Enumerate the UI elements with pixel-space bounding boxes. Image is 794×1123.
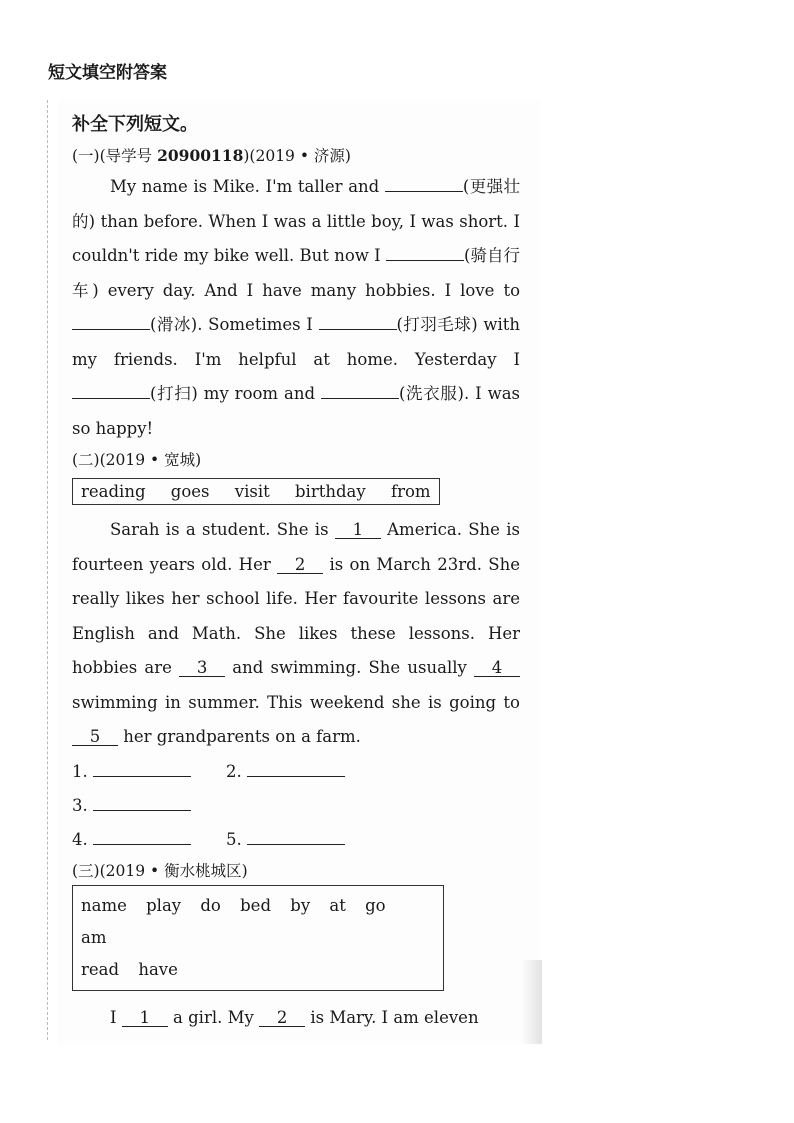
answer-line[interactable] [93, 793, 191, 811]
word-bank-item: play [146, 895, 182, 915]
passage-text: Sometimes I [208, 315, 313, 334]
word-bank-item: go [365, 895, 386, 915]
word-bank-item: read [81, 959, 120, 979]
section1-code: 20900118 [157, 146, 244, 165]
scan-shadow [520, 960, 542, 1044]
chinese-hint: (洗衣服). [398, 384, 470, 403]
passage-text: and swimming. She usually [232, 658, 467, 677]
answer-blank[interactable] [321, 381, 399, 399]
section3-passage [72, 1001, 520, 1036]
answer-line[interactable] [93, 759, 191, 777]
passage-text: her grandparents on a farm. [123, 727, 361, 746]
passage-text: than before. When I was a little boy, I was short. I couldn't ride my bike well. But now I [72, 211, 520, 265]
numbered-blank[interactable]: 5 [72, 728, 118, 746]
passage-text: swimming in summer. This weekend she is going to [72, 692, 520, 712]
numbered-blank[interactable]: 1 [335, 521, 381, 539]
passage-text: Sarah is a student. She is [110, 520, 329, 539]
passage-text: America. She is fourteen years old. Her [72, 520, 520, 574]
section3-word-bank [72, 885, 444, 991]
word-bank-item: name [81, 895, 127, 915]
word-bank-item: birthday [295, 482, 366, 501]
section1-passage [72, 170, 520, 446]
word-bank-item: at [329, 895, 346, 915]
passage-text: with my friends. I'm helpful at home. Yesterday I [72, 315, 521, 369]
section2-passage [72, 513, 520, 755]
chinese-hint: (打羽毛球) [396, 315, 478, 334]
word-bank-item: bed [240, 895, 272, 915]
answer-number: 2. [226, 761, 242, 781]
passage-text: My name is Mike. I'm taller and [110, 177, 380, 196]
answer-number: 1. [72, 761, 88, 781]
section1-label: (一)(导学号 [72, 147, 153, 165]
passage-text: I [110, 1007, 117, 1027]
word-bank-item: am [81, 927, 107, 947]
instruction: 补全下列短文。 [72, 114, 198, 135]
word-bank-item: have [138, 959, 178, 979]
chinese-hint: (骑自行车) [72, 246, 521, 300]
answer-number: 4. [72, 829, 88, 849]
numbered-blank[interactable]: 2 [259, 1009, 305, 1027]
answer-number: 5. [226, 829, 242, 849]
numbered-blank[interactable]: 1 [122, 1009, 168, 1027]
section3-heading: (三)(2019 • 衡水桃城区) [72, 861, 248, 880]
answer-blank[interactable] [385, 174, 463, 192]
word-bank-item: from [390, 482, 431, 501]
passage-text: every day. And I have many hobbies. I love to [107, 280, 521, 300]
numbered-blank[interactable]: 4 [474, 659, 520, 677]
answer-line[interactable] [247, 759, 345, 777]
section1-heading [72, 144, 520, 166]
section2-word-bank [72, 478, 440, 505]
chinese-hint: (滑冰). [150, 315, 203, 334]
section2-heading: (二)(2019 • 宽城) [72, 451, 202, 469]
answer-blank[interactable] [72, 312, 150, 330]
section1-source: )(2019 • 济源) [243, 147, 351, 165]
answer-line[interactable] [247, 827, 345, 845]
margin-divider [47, 100, 48, 1040]
passage-text: I was so happy! [72, 384, 521, 438]
chinese-hint: (更强壮的) [72, 177, 521, 231]
answer-blank[interactable] [72, 381, 150, 399]
answer-blank[interactable] [386, 243, 464, 261]
passage-text: my room and [203, 384, 316, 403]
answer-blank[interactable] [319, 312, 397, 330]
word-bank-item: do [200, 895, 221, 915]
answer-number: 3. [72, 795, 88, 815]
word-bank-item: reading [81, 482, 146, 501]
passage-text: is on March 23rd. She really likes her school life. Her favourite lessons are English and Math. She likes these lessons. Her hobbies are [72, 554, 520, 677]
word-bank-item: by [290, 895, 311, 915]
chinese-hint: (打扫) [150, 384, 198, 403]
passage-text: is Mary. I am eleven [310, 1007, 479, 1027]
worksheet-content [72, 110, 520, 1035]
numbered-blank[interactable]: 2 [277, 556, 323, 574]
numbered-blank[interactable]: 3 [179, 659, 225, 677]
passage-text: a girl. My [173, 1007, 254, 1027]
answer-line[interactable] [93, 827, 191, 845]
word-bank-item: goes [170, 482, 210, 501]
word-bank-item: visit [234, 482, 270, 501]
page-title: 短文填空附答案 [48, 63, 167, 83]
section2-answer-lines [72, 755, 520, 857]
